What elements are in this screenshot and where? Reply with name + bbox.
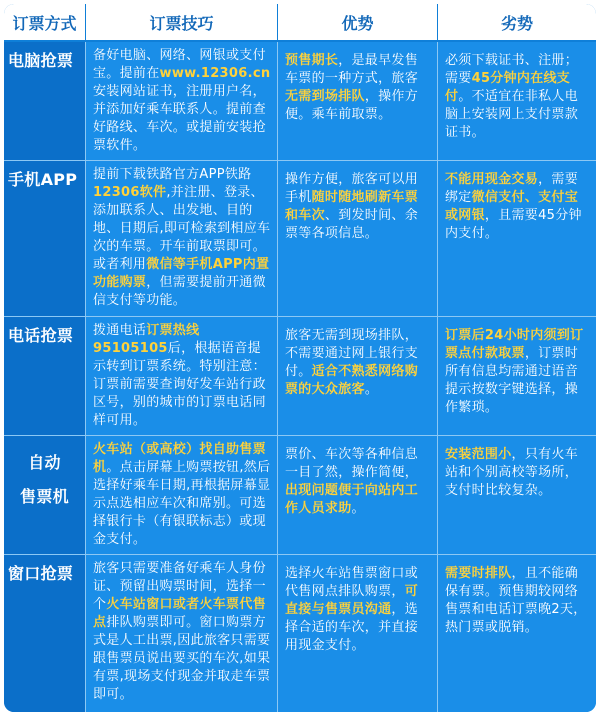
- tips-text: 。点击屏幕上购票按钮,然后选择好乘车日期,再根据屏幕显示点选相应车次和席别。可选择银行卡（有银联标志）或现金支付。: [93, 459, 271, 547]
- pros-text: 。: [364, 382, 379, 398]
- tips-cell: [86, 317, 278, 436]
- pros-text: ，是最早发售车票的一种方式，旅客: [285, 53, 419, 86]
- method-cell: [4, 317, 86, 436]
- pros-highlight: 无需到场排队: [285, 89, 365, 104]
- cons-highlight: 不能用现金交易: [445, 171, 539, 187]
- cons-text: ，需要绑定: [445, 171, 579, 205]
- tips-text: 拨通电话: [93, 323, 147, 339]
- cons-text: ，且不能确保有票。预售期较网络售票和电话订票晚2天，热门票或脱销。: [445, 565, 587, 635]
- cons-highlight: 微信支付、支付宝或网银: [445, 189, 579, 223]
- tips-highlight: 12306软件: [93, 184, 167, 200]
- table-row: [4, 42, 596, 161]
- cons-text: 必须下载证书、注册；需要: [445, 53, 579, 86]
- pros-cell: [278, 436, 438, 555]
- method-label: 手机APP: [8, 169, 78, 189]
- tips-text: 或者利用: [93, 256, 147, 272]
- cons-cell: [438, 436, 596, 555]
- method-cell: [4, 555, 86, 712]
- pros-highlight: 随时随地刷新车票和车次: [285, 189, 419, 223]
- cons-cell: [438, 317, 596, 436]
- pros-text: 旅客无需到现场排队，不需要通过网上银行支付。: [285, 328, 419, 380]
- tips-highlight: 火车站（或高校）找自助售票机: [93, 441, 266, 475]
- header-method: 订票方式: [4, 4, 86, 42]
- pros-text: 、到发时间、余票等各项信息。: [285, 207, 419, 241]
- pros-text: 操作方便，旅客可以用手机: [285, 171, 419, 205]
- header-row: [4, 4, 596, 42]
- cons-cell: [438, 555, 596, 712]
- pros-highlight: 可直接与售票员沟通: [285, 583, 419, 617]
- tips-cell: [86, 555, 278, 712]
- pros-highlight: 预售期长: [285, 53, 339, 68]
- method-cell: [4, 436, 86, 555]
- pros-text: 。: [351, 500, 365, 516]
- pros-highlight: 出现问题便于向站内工作人员求助: [285, 482, 419, 516]
- pros-cell: [278, 555, 438, 712]
- table-row: [4, 161, 596, 317]
- ticket-methods-table-frame: [4, 4, 596, 712]
- pros-text: 票价、车次等各种信息一目了然，操作简便，: [285, 446, 419, 480]
- header-pros: 优势: [278, 4, 438, 42]
- cons-text: 。不适宜在非私人电脑上安装网上支付票款证书。: [445, 89, 579, 140]
- tips-highlight: 火车站窗口或者火车票代售点: [93, 596, 266, 630]
- tips-cell: [86, 436, 278, 555]
- pros-cell: [278, 42, 438, 161]
- table-row: [4, 555, 596, 712]
- cons-highlight: 安装范围小: [445, 446, 512, 462]
- method-label: 电话抢票: [8, 326, 74, 346]
- tips-cell: [86, 42, 278, 161]
- method-label: 自动: [28, 452, 61, 472]
- cons-cell: [438, 42, 596, 161]
- tips-text: ,并注册、登录、添加联系人、出发地、目的地、日期后,即可检索到相应车次的车票。开车前取票即可。: [93, 184, 271, 254]
- tips-highlight: 订票热线95105105: [93, 323, 200, 357]
- tips-text: ，但需要提前开通微信支付等功能。: [93, 274, 266, 308]
- table-row: [4, 436, 596, 555]
- pros-text: 选择火车站售票窗口或代售网点排队购票，: [285, 565, 419, 599]
- method-label: 售票机: [20, 486, 69, 506]
- pros-cell: [278, 161, 438, 317]
- cons-highlight: 订票后24小时内须到订票点付款取票: [445, 328, 584, 362]
- tips-text: 后，根据语音提示转到订票系统。特别注意：订票前需要查询好发车站行政区号，别的城市的订票电话同样可用。: [93, 341, 266, 429]
- tips-text: 备好电脑、网络、网银或支付宝。提前在: [93, 48, 266, 81]
- cons-text: ，只有火车站和个别高校等场所，支付时比较复杂。: [445, 446, 579, 498]
- pros-cell: [278, 317, 438, 436]
- header-tips: 订票技巧: [86, 4, 278, 42]
- method-cell: [4, 42, 86, 161]
- header-cons: 劣势: [438, 4, 596, 42]
- method-cell: [4, 161, 86, 317]
- method-label: 窗口抢票: [8, 563, 74, 583]
- table-row: [4, 317, 596, 436]
- pros-highlight: 适合不熟悉网络购票的大众旅客: [285, 364, 419, 398]
- method-label: 电脑抢票: [8, 51, 74, 70]
- cons-text: ，且需要45分钟内支付。: [445, 207, 582, 241]
- ticket-methods-table: [4, 4, 596, 712]
- pros-text: ，操作方便。乘车前取票。: [285, 89, 419, 122]
- tips-text: 旅客只需要准备好乘车人身份证、预留出购票时间，选择一个: [93, 560, 266, 612]
- tips-text: 提前下载铁路官方APP铁路: [93, 166, 252, 182]
- tips-cell: [86, 161, 278, 317]
- cons-highlight: 需要时排队: [445, 565, 512, 581]
- tips-highlight: www.12306.cn: [159, 66, 271, 81]
- tips-text: 安装网站证书，注册用户名，并添加好乘车联系人。提前查好路线、车次。或提前安装抢票软件。: [93, 84, 266, 153]
- tips-highlight: 微信等手机APP内置功能购票: [93, 256, 270, 290]
- cons-highlight: 45分钟内在线支付: [445, 71, 571, 104]
- tips-text: 排队购票即可。窗口购票方式是人工出票,因此旅客只需要跟售票员说出要买的车次,如果有票,现场支付现金并取走车票即可。: [93, 614, 271, 702]
- cons-text: ，订票时所有信息均需通过语音提示按数字键选择，操作繁琐。: [445, 346, 579, 416]
- pros-text: ，选择合适的车次，并直接用现金支付。: [285, 601, 419, 653]
- cons-cell: [438, 161, 596, 317]
